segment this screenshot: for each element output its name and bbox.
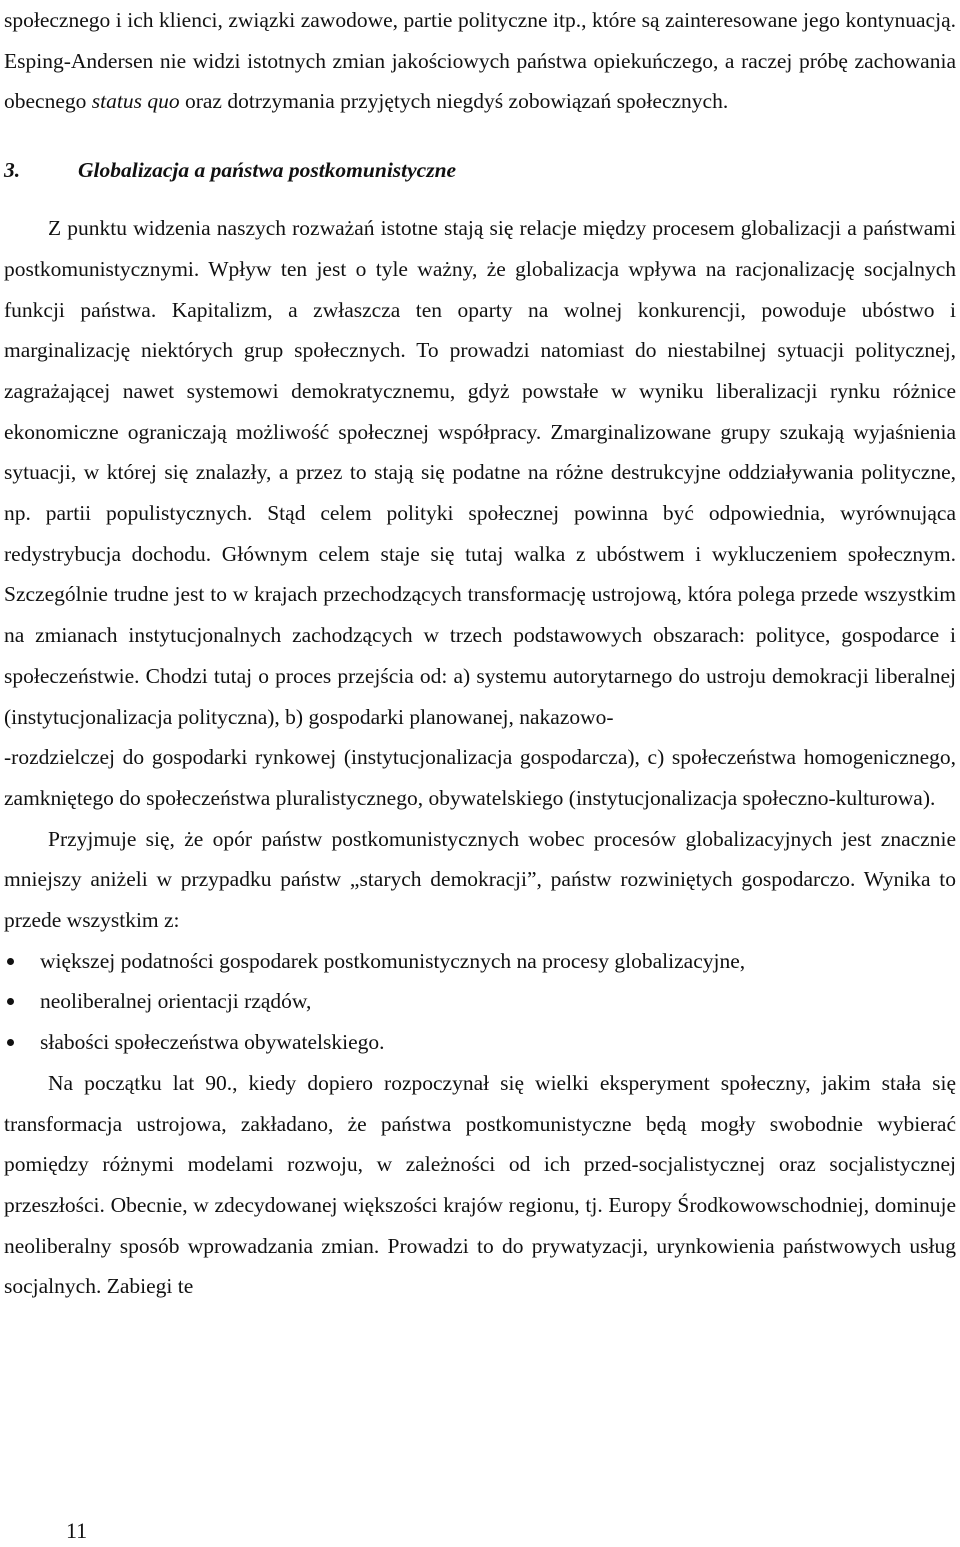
list-item-text: większej podatności gospodarek postkomunistycznych na procesy globalizacyjne,	[40, 948, 746, 973]
list-item	[4, 981, 956, 1022]
document-page	[4, 0, 956, 1307]
bullet-list	[4, 941, 956, 1063]
paragraph-intro-text: społecznego i ich klienci, związki zawodowe, partie polityczne itp., które są zainteresowane jego kontynuacją. Esping-Andersen nie widzi istotnych zmian jakościowych państwa opiekuńczego, a raczej próbę zachowania obecnego	[4, 8, 956, 114]
section-number: 3.	[4, 158, 21, 183]
paragraph-intro	[4, 0, 956, 122]
page-number: 11	[66, 1518, 88, 1543]
italic-term-status-quo: status quo	[91, 89, 180, 114]
list-item	[4, 1022, 956, 1063]
section-title: Globalizacja a państwa postkomunistyczne	[78, 158, 457, 183]
list-item-text: słabości społeczeństwa obywatelskiego.	[40, 1030, 385, 1055]
paragraph-nineties: Na początku lat 90., kiedy dopiero rozpoczynał się wielki eksperyment społeczny, jakim stała się transformacja ustrojowa, zakładano, że państwa postkomunistyczne będą mogły swobodnie wybierać pomiędzy różnymi modelami rozwoju, w zależności od ich przed-socjalistycznej oraz socjalistycznej przeszłości. Obecnie, w zdecydowanej większości krajów regionu, tj. Europy Środkowowschodniej, dominuje neoliberalny sposób wprowadzania zmian. Prowadzi to do prywatyzacji, urynkowienia państwowych usług socjalnych. Zabiegi te	[4, 1070, 956, 1299]
spacer	[4, 122, 956, 144]
paragraph-main: Z punktu widzenia naszych rozważań istotne stają się relacje między procesem globalizacji a państwami postkomunistycznymi. Wpływ ten jest o tyle ważny, że globalizacja wpływa na racjonalizację socjalnych funkcji państwa. Kapitalizm, a zwłaszcza ten oparty na wolnej konkurencji, powoduje ubóstwo i marginalizację niektórych grup społecznych. To prowadzi natomiast do niestabilnej sytuacji politycznej, zagrażającej nawet systemowi demokratycznemu, gdyż powstałe w wyniku liberalizacji rynku różnice ekonomiczne ograniczają możliwość społecznej współpracy. Zmarginalizowane grupy szukają wyjaśnienia sytuacji, w której się znalazły, a przez to stają się podatne na różne destrukcyjne oddziaływania polityczne, np. partii populistycznych. Stąd celem polityki społecznej powinna być odpowiednia, wyrównująca redystrybucja dochodu. Głównym celem staje się tutaj walka z ubóstwem i wykluczeniem społecznym. Szczególnie trudne jest to w krajach przechodzących transformację ustrojową, która polega przede wszystkim na zmianach instytucjonalnych zachodzących w trzech podstawowych obszarach: polityce, gospodarce i społeczeństwie. Chodzi tutaj o proces przejścia od: a) systemu autorytarnego do ustroju demokracji liberalnej (instytucjonalizacja polityczna), b) gospodarki planowanej, nakazowo-	[4, 216, 956, 729]
list-item	[4, 941, 956, 982]
paragraph-intro-end: oraz dotrzymania przyjętych niegdyś zobowiązań społecznych.	[184, 89, 729, 114]
list-item-text: neoliberalnej orientacji rządów,	[40, 989, 312, 1014]
section-heading	[4, 144, 956, 208]
paragraph-main-continued: -rozdzielczej do gospodarki rynkowej (instytucjonalizacja gospodarcza), c) społeczeństwa homogenicznego, zamkniętego do społeczeństwa pluralistycznego, obywatelskiego (instytucjonalizacja społeczno-kulturowa).	[4, 745, 956, 810]
paragraph-opposition: Przyjmuje się, że opór państw postkomunistycznych wobec procesów globalizacyjnych jest znacznie mniejszy aniżeli w przypadku państw „starych demokracji”, państw rozwiniętych gospodarczo. Wynika to przede wszystkim z:	[4, 826, 956, 933]
